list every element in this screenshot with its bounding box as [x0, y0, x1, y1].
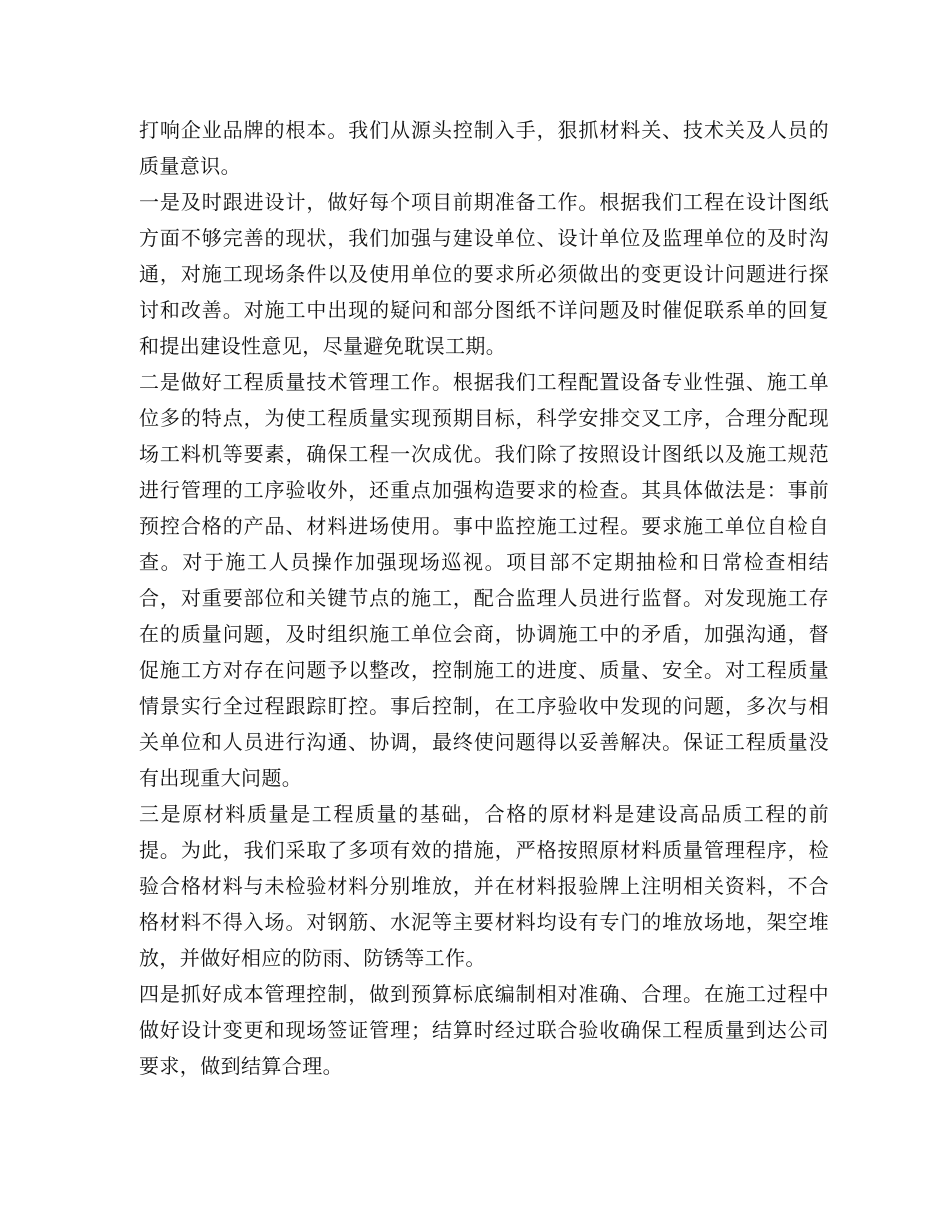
paragraph-point-three: 三是原材料质量是工程质量的基础，合格的原材料是建设高品质工程的前提。为此，我们采取了多项有效的措施，严格按照原材料质量管理程序，检验合格材料与未检验材料分别堆放，并在材料报验牌上注明相关资料，不合格材料不得入场。对钢筋、水泥等主要材料均设有专门的堆放场地，架空堆放，并做好相应的防雨、防锈等工作。 — [139, 802, 829, 970]
paragraph-point-two: 二是做好工程质量技术管理工作。根据我们工程配置设备专业性强、施工单位多的特点，为使工程质量实现预期目标，科学安排交叉工序，合理分配现场工料机等要素，确保工程一次成优。我们除了按照设计图纸以及施工规范进行管理的工序验收外，还重点加强构造要求的检查。其具体做法是：事前预控合格的产品、材料进场使用。事中监控施工过程。要求施工单位自检自查。对于施工人员操作加强现场巡视。项目部不定期抽检和日常检查相结合，对重要部位和关键节点的施工，配合监理人员进行监督。对发现施工存在的质量问题，及时组织施工单位会商，协调施工中的矛盾，加强沟通，督促施工方对存在问题予以整改，控制施工的进度、质量、安全。对工程质量情景实行全过程跟踪盯控。事后控制，在工序验收中发现的问题，多次与相关单位和人员进行沟通、协调，最终使问题得以妥善解决。保证工程质量没有出现重大问题。 — [139, 370, 829, 790]
paragraph-point-four: 四是抓好成本管理控制，做到预算标底编制相对准确、合理。在施工过程中做好设计变更和现场签证管理；结算时经过联合验收确保工程质量到达公司要求，做到结算合理。 — [139, 982, 829, 1078]
document-body — [139, 112, 829, 1084]
paragraph-intro: 打响企业品牌的根本。我们从源头控制入手，狠抓材料关、技术关及人员的质量意识。 — [139, 118, 829, 178]
paragraph-point-one: 一是及时跟进设计，做好每个项目前期准备工作。根据我们工程在设计图纸方面不够完善的现状，我们加强与建设单位、设计单位及监理单位的及时沟通，对施工现场条件以及使用单位的要求所必须做出的变更设计问题进行探讨和改善。对施工中出现的疑问和部分图纸不详问题及时催促联系单的回复和提出建设性意见，尽量避免耽误工期。 — [139, 190, 829, 358]
